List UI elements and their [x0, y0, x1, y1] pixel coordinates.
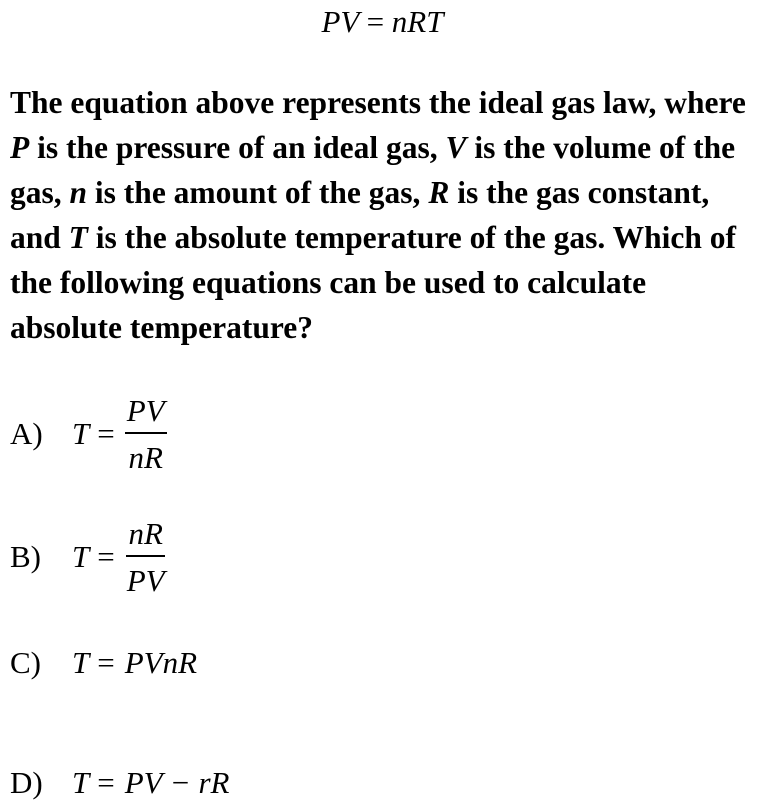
- choice-a-equals: =: [97, 416, 115, 451]
- variable-v: V: [445, 130, 467, 165]
- variable-p: P: [10, 130, 30, 165]
- choice-d-lhs: T: [72, 765, 90, 800]
- equation-sign: =: [366, 4, 385, 39]
- choice-b-lhs: T: [72, 539, 90, 574]
- stem-text-6: is the absolute temperature of the gas. Which of the following equations can be used to calculate absolute temperature?: [10, 220, 736, 345]
- variable-r: R: [428, 175, 450, 210]
- equation-left: PV: [321, 4, 359, 39]
- choice-d-expression: PV − rR: [124, 765, 230, 800]
- choice-a-numerator: PV: [125, 395, 167, 434]
- choice-c-equals: =: [97, 645, 115, 680]
- choice-b-equals: =: [97, 539, 115, 574]
- stem-text-5: is the gas constant, and: [10, 175, 710, 255]
- ideal-gas-law-equation: [0, 4, 765, 40]
- variable-t: T: [68, 220, 88, 255]
- question-stem: [10, 80, 762, 350]
- choice-c[interactable]: [10, 645, 197, 681]
- stem-text-4: is the amount of the gas,: [87, 175, 429, 210]
- choice-a-lhs: T: [72, 416, 90, 451]
- choice-b-numerator: nR: [126, 518, 164, 557]
- choice-b-letter: B): [10, 539, 41, 574]
- variable-n: n: [69, 175, 88, 210]
- choice-c-expression: PVnR: [124, 645, 198, 680]
- choice-b-denominator: PV: [126, 563, 165, 598]
- choice-c-lhs: T: [72, 645, 90, 680]
- choice-b-fraction: [125, 518, 167, 596]
- choice-d-letter: D): [10, 765, 43, 800]
- stem-text-2: is the pressure of an ideal gas,: [29, 130, 446, 165]
- choice-b[interactable]: [10, 518, 167, 596]
- choice-c-letter: C): [10, 645, 41, 680]
- equation-right: nRT: [391, 4, 444, 39]
- choice-a-letter: A): [10, 416, 43, 451]
- choice-d[interactable]: [10, 765, 229, 801]
- choice-d-equals: =: [97, 765, 115, 800]
- stem-text-3: is the volume of the gas,: [10, 130, 736, 210]
- stem-text-1: The equation above represents the ideal gas law, where: [10, 85, 746, 120]
- choice-a[interactable]: [10, 395, 167, 473]
- choice-a-fraction: [125, 395, 167, 473]
- choice-a-denominator: nR: [128, 440, 163, 475]
